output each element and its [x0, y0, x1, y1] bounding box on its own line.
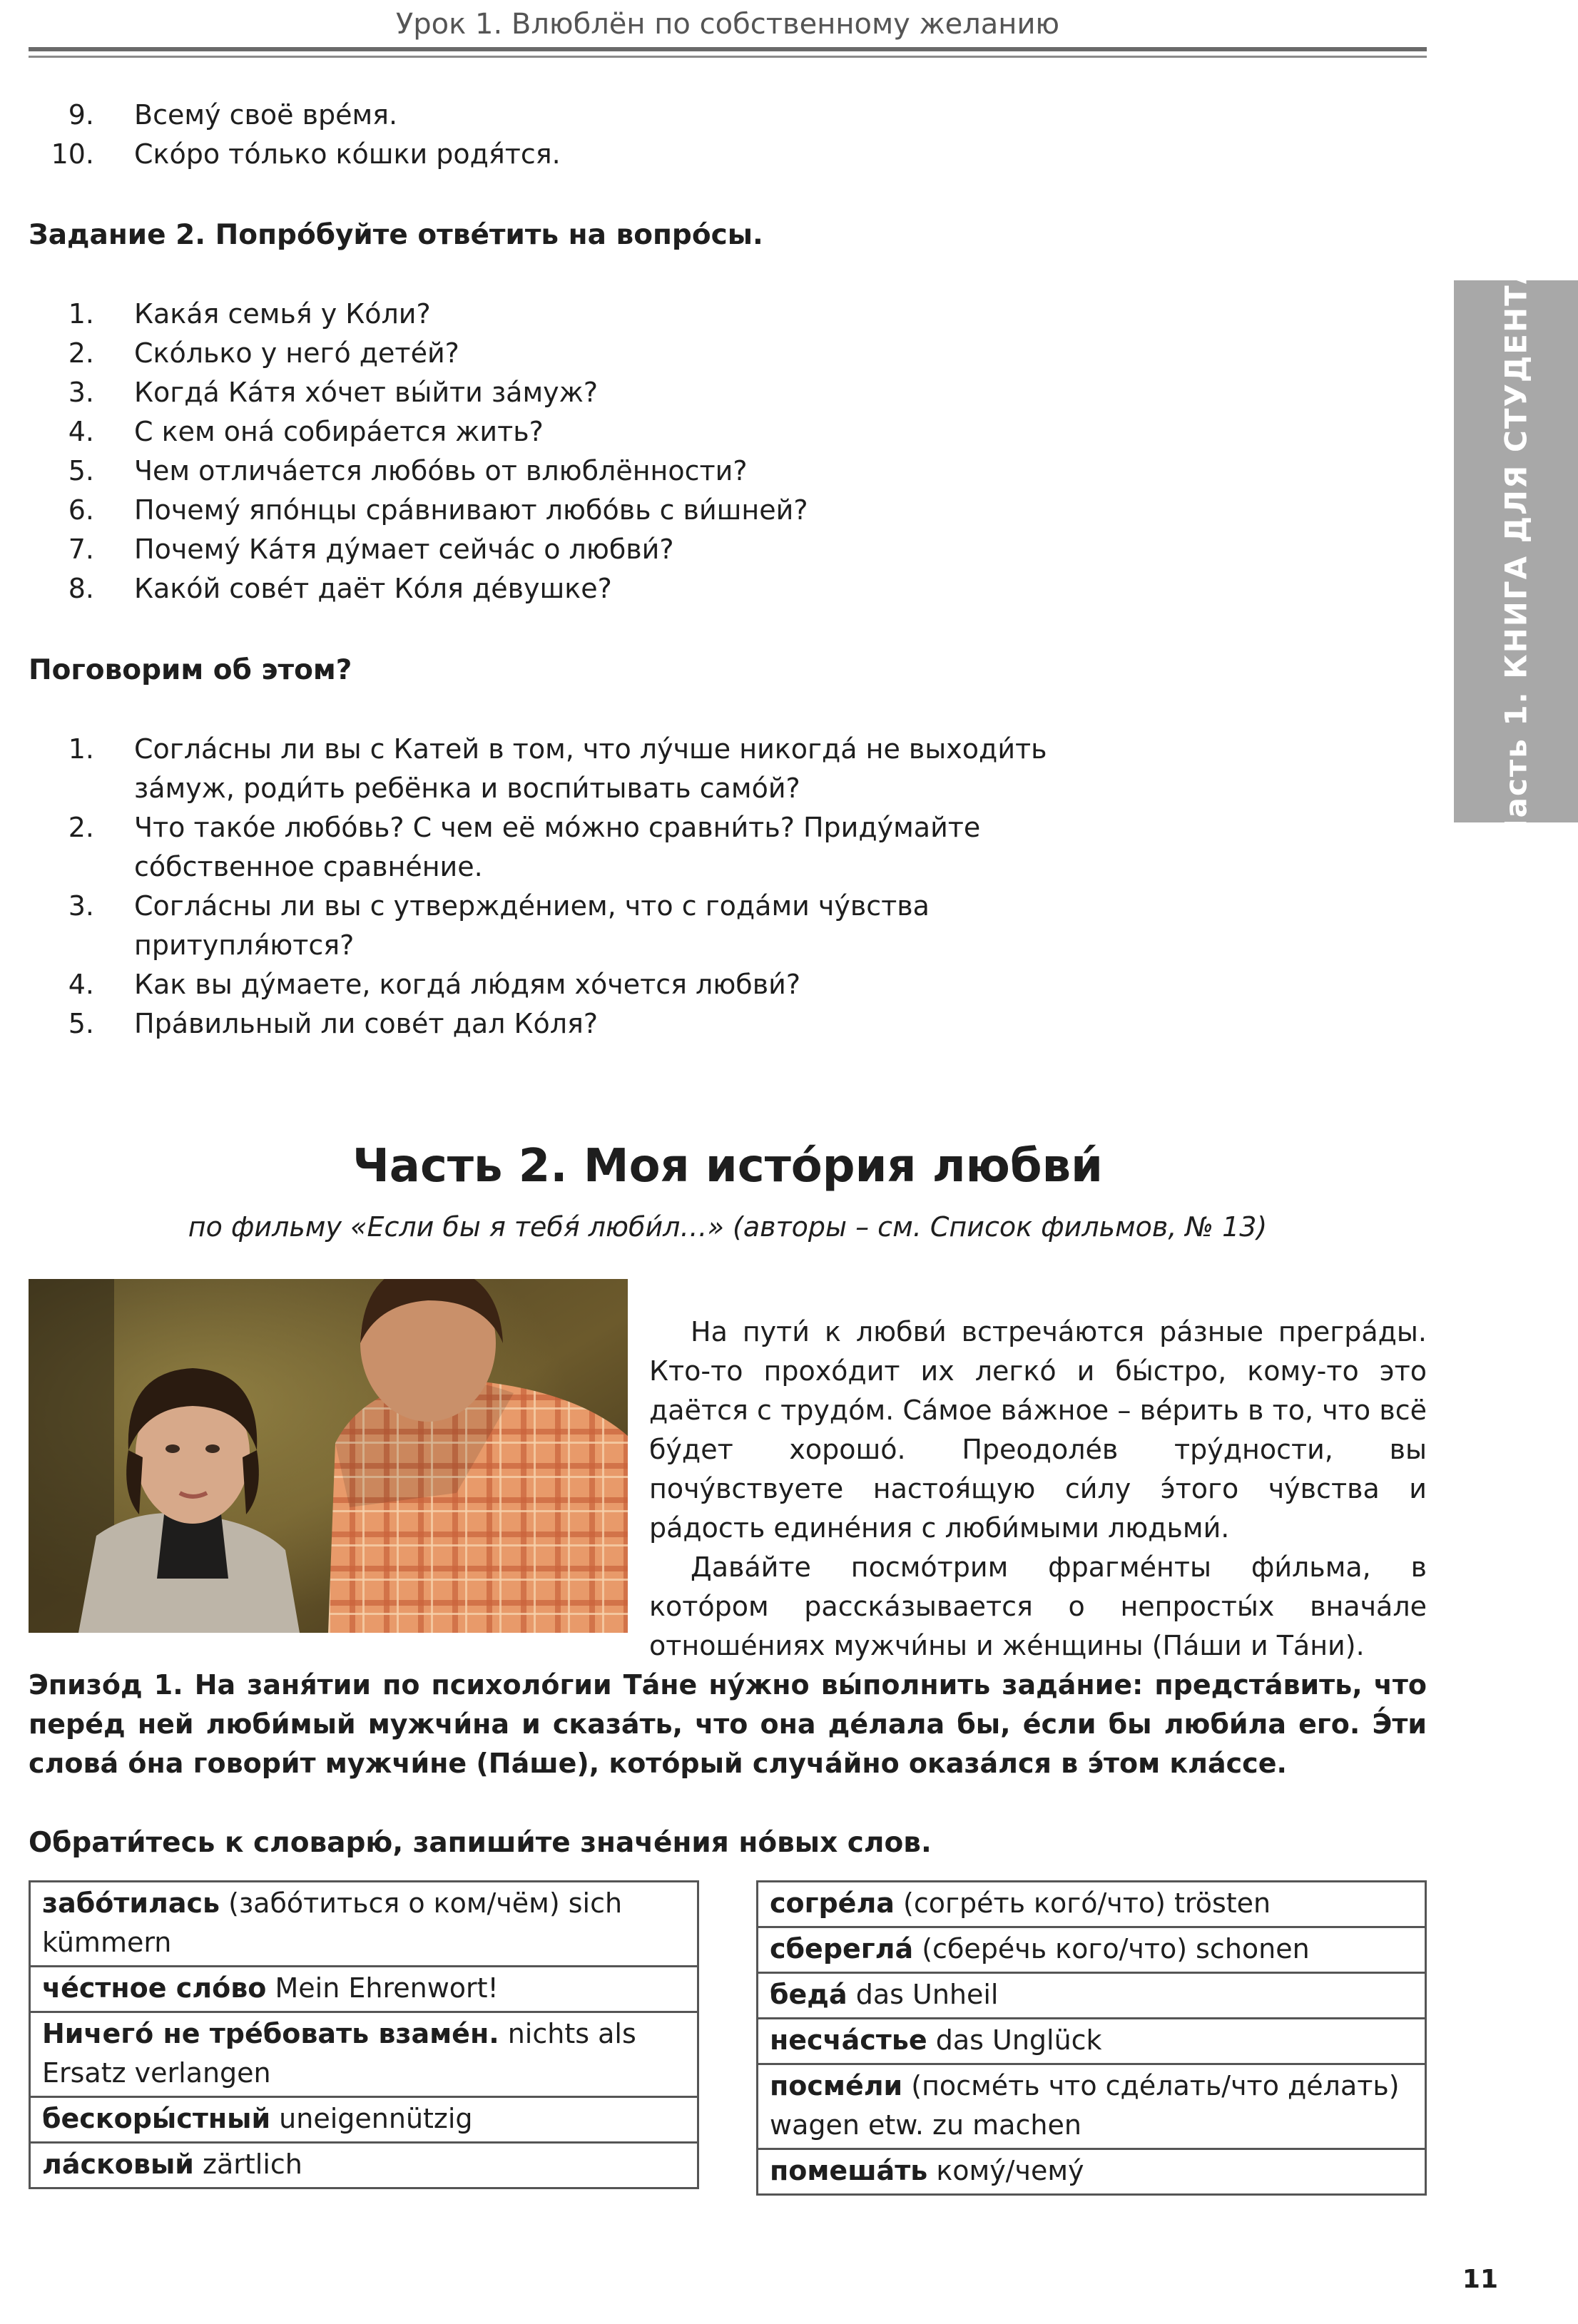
episode-description: Эпизо́д 1. На заня́тии по психоло́гии Та́не ну́жно вы́полнить зада́ние: предста́вить, что пере́д ней люби́мый мужчи́на и сказа́ть, что она де́лала бы, е́сли бы люби́ла его. Э́ти слова́ о́на говори́т мужчи́не (Па́ше), кото́рый случа́йно оказа́лся в э́том кла́ссе.: [29, 1669, 1427, 1779]
intro-paragraph: На пути́ к любви́ встреча́ются ра́зные прегра́ды. Кто-то прохо́дит их легко́ и бы́стро, кому-то это даётся с трудо́м. Са́мое ва́жное – ве́рить в то, что всё бу́дет хорошо́. Преодоле́в тру́дности, вы почу́вствуете настоя́щую си́лу э́того чу́вства и ра́дость едине́ния с люби́мыми людьми́.: [649, 1316, 1427, 1544]
vocab-cell: [758, 1973, 1426, 2019]
section-tab-label: Часть 1. КНИГА ДЛЯ СТУДЕНТА: [1498, 259, 1534, 844]
vocab-meaning: uneigennützig: [270, 2103, 473, 2134]
vocab-row: [758, 1927, 1426, 1973]
list-item-line: притупля́ются?: [134, 929, 355, 961]
list-item-line: Согла́сны ли вы с Катей в том, что лу́чше никогда́ не выходи́ть: [134, 733, 1047, 765]
vocab-cell: [30, 1882, 698, 1967]
list-number: 6.: [68, 494, 94, 526]
list-item-line: со́бственное сравне́ние.: [134, 851, 483, 882]
list-item: Почему́ япо́нцы сра́внивают любо́вь с ви́шней?: [134, 494, 808, 526]
list-number: 3.: [68, 377, 94, 408]
vocab-row: [758, 2019, 1426, 2064]
vocab-row: [758, 2064, 1426, 2149]
list-number: 4.: [68, 416, 94, 447]
film-still-image: [29, 1279, 628, 1633]
discussion-heading: Поговорим об этом?: [29, 654, 352, 686]
vocab-table-right: [756, 1880, 1427, 2196]
list-item: Когда́ Ка́тя хо́чет вы́йти за́муж?: [134, 377, 599, 408]
list-item: Всему́ своё вре́мя.: [134, 99, 398, 131]
header-rule: [29, 47, 1427, 51]
part-subtitle: по фильму «Если бы я тебя́ люби́л…» (авторы – см. Список фильмов, № 13): [188, 1211, 1268, 1243]
vocab-row: [30, 2012, 698, 2097]
vocab-row: [30, 1882, 698, 1967]
vocab-row: [30, 2143, 698, 2188]
vocab-term: бескоры́стный: [42, 2103, 271, 2134]
film-still-illustration: [29, 1279, 628, 1633]
list-number: 1.: [68, 298, 94, 330]
part-title: Часть 2. Моя исто́рия любви́: [352, 1140, 1103, 1193]
vocab-cell: [758, 1927, 1426, 1973]
list-item: Ско́лько у него́ дете́й?: [134, 337, 459, 369]
vocab-meaning: zärtlich: [193, 2149, 302, 2180]
list-number: 4.: [68, 969, 94, 1000]
list-item-line: за́муж, роди́ть ребёнка и воспи́тывать само́й?: [134, 773, 800, 804]
list-number: 5.: [68, 455, 94, 486]
vocab-meaning: (забо́титься о ком/чём) sich kümmern: [42, 1887, 623, 1958]
list-item-line: Что тако́е любо́вь? С чем её мо́жно сравни́ть? Приду́майте: [134, 812, 981, 843]
vocab-term: Ничего́ не тре́бовать взаме́н.: [42, 2018, 499, 2049]
list-number: 2.: [68, 812, 94, 843]
vocab-row: [758, 2149, 1426, 2195]
vocab-meaning: das Unheil: [847, 1979, 999, 2010]
vocab-row: [30, 2097, 698, 2143]
vocab-table-left: [29, 1880, 699, 2189]
vocab-term: беда́: [770, 1979, 847, 2010]
vocab-row: [30, 1967, 698, 2012]
header-rule-thin: [29, 56, 1427, 58]
vocab-row: [758, 1882, 1426, 1927]
discussion-questions: [29, 730, 1170, 1044]
page-number: 11: [1462, 2265, 1498, 2294]
vocab-meaning: (согре́ть кого́/что) trösten: [894, 1887, 1271, 1919]
vocab-cell: [30, 2097, 698, 2143]
intro-paragraph: Дава́йте посмо́трим фрагме́нты фи́льма, в кото́ром расска́зывается о непросты́х внача́ле отноше́ниях мужчи́ны и же́нщины (Па́ши и Та́ни).: [649, 1551, 1427, 1661]
list-item: С кем она́ собира́ется жить?: [134, 416, 544, 447]
vocab-meaning: (посме́ть что сде́лать/что де́лать) wagen etw. zu machen: [770, 2070, 1400, 2141]
vocab-meaning: кому́/чему́: [927, 2155, 1084, 2186]
vocab-term: помеша́ть: [770, 2155, 928, 2186]
vocab-term: ла́сковый: [42, 2149, 194, 2180]
list-number: 3.: [68, 890, 94, 922]
list-item: Како́й сове́т даёт Ко́ля де́вушке?: [134, 573, 612, 604]
list-number: 7.: [68, 534, 94, 565]
vocab-cell: [758, 2019, 1426, 2064]
list-number: 9.: [68, 99, 94, 131]
list-number: 10.: [51, 138, 94, 170]
list-number: 8.: [68, 573, 94, 604]
list-item: Чем отлича́ется любо́вь от влюблённости?: [134, 455, 748, 486]
list-item-line: Согла́сны ли вы с утвержде́нием, что с года́ми чу́вства: [134, 890, 930, 922]
list-number: 1.: [68, 733, 94, 765]
vocab-cell: [758, 2064, 1426, 2149]
task2-heading: Задание 2. Попро́буйте отве́тить на вопро́сы.: [29, 219, 763, 251]
vocab-term: забо́тилась: [42, 1887, 220, 1919]
task2-questions: [29, 295, 1027, 608]
list-item: Почему́ Ка́тя ду́мает сейча́с о любви́?: [134, 534, 674, 565]
vocab-meaning: (сбере́чь кого/что) schonen: [913, 1933, 1310, 1964]
vocab-term: посме́ли: [770, 2070, 903, 2101]
list-number: 2.: [68, 337, 94, 369]
section-tab: [1454, 259, 1578, 844]
list-item: Ско́ро то́лько ко́шки родя́тся.: [134, 138, 561, 170]
vocab-term: несча́стье: [770, 2024, 927, 2056]
vocab-cell: [30, 2012, 698, 2097]
proverb-list: [29, 96, 1027, 174]
vocab-term: сберегла́: [770, 1933, 914, 1964]
vocab-term: че́стное сло́во: [42, 1972, 267, 2004]
list-number: 5.: [68, 1008, 94, 1039]
vocab-cell: [758, 1882, 1426, 1927]
list-item: Кака́я семья́ у Ко́ли?: [134, 298, 431, 330]
intro-text: [649, 1313, 1427, 1666]
vocab-meaning: das Unglück: [927, 2024, 1102, 2056]
vocab-row: [758, 1973, 1426, 2019]
vocab-cell: [30, 2143, 698, 2188]
list-item-line: Как вы ду́маете, когда́ лю́дям хо́чется любви́?: [134, 969, 801, 1000]
vocab-meaning: Mein Ehrenwort!: [266, 1972, 499, 2004]
running-header: Урок 1. Влюблён по собственному желанию: [395, 8, 1060, 41]
list-item-line: Пра́вильный ли сове́т дал Ко́ля?: [134, 1008, 599, 1039]
vocab-cell: [30, 1967, 698, 2012]
vocab-heading: Обрати́тесь к словарю́, запиши́те значе́ния но́вых слов.: [29, 1827, 932, 1859]
vocab-cell: [758, 2149, 1426, 2195]
vocab-meaning: nichts als Ersatz verlangen: [42, 2018, 636, 2089]
vocab-term: согре́ла: [770, 1887, 895, 1919]
